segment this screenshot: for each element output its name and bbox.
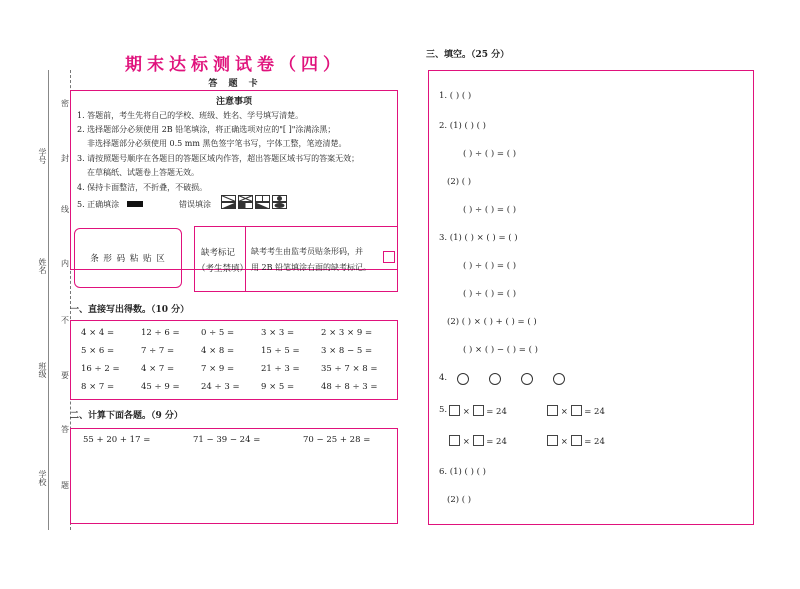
eq-text: = 24 [584, 407, 605, 417]
circle-blank-4[interactable] [553, 373, 565, 385]
answer-box[interactable] [473, 405, 484, 416]
wrong-fill-label: 错误填涂 [179, 200, 211, 209]
absent-divider [245, 227, 246, 291]
absent-mark-checkbox[interactable] [383, 251, 395, 263]
circle-blank-3[interactable] [521, 373, 533, 385]
side-label-mi: 密 [61, 99, 69, 108]
student-id-label: 学号 [38, 148, 47, 164]
calc-3-3: 7 × 9 = [201, 364, 235, 374]
calc-4-2: 45 ÷ 9 = [141, 382, 180, 392]
side-label-xian: 线 [61, 205, 69, 214]
absent-label-2: （考生禁填） [197, 264, 249, 274]
answer-box[interactable] [449, 435, 460, 446]
fill-3-1: 3. (1) ( ) × ( ) = ( ) [439, 233, 518, 243]
calc-1-3: 0 ÷ 5 = [201, 328, 235, 338]
absent-text-1: 缺考考生由监考员贴条形码，并 [251, 247, 363, 256]
margin-line [48, 70, 49, 530]
answer-box[interactable] [547, 405, 558, 416]
calc-4-3: 24 ÷ 3 = [201, 382, 240, 392]
side-label-feng: 封 [61, 154, 69, 163]
fill-5-eq-1: × = 24 [449, 405, 507, 417]
answer-card-label: 答 题 卡 [208, 79, 262, 89]
fill-2-1-eq: ( ) ÷ ( ) = ( ) [463, 149, 517, 159]
eq-text: = 24 [584, 437, 605, 447]
correct-fill-sample [127, 201, 143, 207]
fill-1: 1. ( ) ( ) [439, 91, 472, 101]
calc-2-1: 5 × 6 = [81, 346, 115, 356]
fill-4-label: 4. [439, 373, 448, 383]
correct-fill-label: 5. 正确填涂 [77, 200, 120, 209]
side-label-da: 答 [61, 425, 69, 434]
calc-1-4: 3 × 3 = [261, 328, 295, 338]
calc2-item-1: 55 + 20 + 17 = [83, 435, 151, 445]
absent-text-2: 用 2B 铅笔填涂右面的缺考标记。 [251, 263, 372, 272]
calc2-item-3: 70 − 25 + 28 = [303, 435, 371, 445]
answer-box[interactable] [571, 405, 582, 416]
absent-box [194, 226, 398, 292]
notice-heading: 注意事项 [215, 97, 252, 107]
answer-box[interactable] [473, 435, 484, 446]
calc-3-4: 21 ÷ 3 = [261, 364, 300, 374]
calc-1-2: 12 ÷ 6 = [141, 328, 180, 338]
fill-5-eq-2: × = 24 [547, 405, 605, 417]
notice-item-3b: 在草稿纸、试题卷上答题无效。 [87, 168, 199, 177]
fill-5-eq-3: × = 24 [449, 435, 507, 447]
calc-4-1: 8 × 7 = [81, 382, 115, 392]
answer-box[interactable] [547, 435, 558, 446]
fill-6-1: 6. (1) ( ) ( ) [439, 467, 486, 477]
calc-2-4: 15 ÷ 5 = [261, 346, 300, 356]
calc-2-2: 7 ÷ 7 = [141, 346, 175, 356]
calc-1-1: 4 × 4 = [81, 328, 115, 338]
fill-6-2: (2) ( ) [447, 495, 472, 505]
section1-heading: 一、直接写出得数。（10 分） [70, 305, 190, 315]
calc-3-2: 4 × 7 = [141, 364, 175, 374]
left-page [70, 48, 400, 528]
barcode-area [74, 228, 182, 288]
section1-box [70, 320, 398, 400]
page-title: 期末达标测试卷（四） [125, 55, 345, 75]
school-label: 学校 [38, 470, 47, 486]
class-label: 班级 [38, 362, 47, 378]
calc-2-3: 4 × 8 = [201, 346, 235, 356]
calc-4-4: 9 × 5 = [261, 382, 295, 392]
fill-3-2: (2) ( ) × ( ) + ( ) = ( ) [447, 317, 537, 327]
answer-box[interactable] [571, 435, 582, 446]
calc-3-1: 16 ÷ 2 = [81, 364, 120, 374]
fill-3-1-eq-b: ( ) ÷ ( ) = ( ) [463, 289, 517, 299]
notice-item-2b: 非选择题部分必须使用 0.5 mm 黑色签字笔书写，字体工整，笔迹清楚。 [87, 139, 347, 148]
circle-blank-1[interactable] [457, 373, 469, 385]
name-label: 姓名 [38, 258, 47, 274]
eq-text: = 24 [486, 407, 507, 417]
answer-box[interactable] [449, 405, 460, 416]
calc-2-5: 3 × 8 − 5 = [321, 346, 373, 356]
fill-2-2-eq: ( ) ÷ ( ) = ( ) [463, 205, 517, 215]
side-label-bu: 不 [61, 316, 69, 325]
section2-box [70, 428, 398, 524]
fill-3-1-eq-a: ( ) ÷ ( ) = ( ) [463, 261, 517, 271]
barcode-label: 条 形 码 粘 贴 区 [90, 254, 166, 264]
section2-heading: 二、计算下面各题。（9 分） [70, 411, 183, 421]
calc-1-5: 2 × 3 × 9 = [321, 328, 373, 338]
absent-label-1: 缺考标记 [201, 248, 236, 258]
notice-item-4: 4. 保持卡面整洁，不折叠，不破损。 [77, 183, 208, 192]
circle-blank-2[interactable] [489, 373, 501, 385]
calc2-item-2: 71 − 39 − 24 = [193, 435, 261, 445]
calc-3-5: 35 ÷ 7 × 8 = [321, 364, 378, 374]
side-label-ti: 题 [61, 481, 69, 490]
notice-item-3: 3. 请按照题号顺序在各题目的答题区域内作答，超出答题区域书写的答案无效； [77, 154, 360, 163]
wrong-fill-samples [221, 195, 289, 209]
fill-5-eq-4: × = 24 [547, 435, 605, 447]
fill-2-1: 2. (1) ( ) ( ) [439, 121, 486, 131]
fill-3-2-eq: ( ) × ( ) − ( ) = ( ) [463, 345, 538, 355]
calc-4-5: 48 ÷ 8 ÷ 3 = [321, 382, 378, 392]
section3-box [428, 70, 754, 525]
side-label-yao: 要 [61, 371, 69, 380]
notice-item-1: 1. 答题前，考生先将自己的学校、班级、姓名、学号填写清楚。 [77, 111, 304, 120]
fill-5-label: 5. [439, 405, 448, 415]
fill-2-2: (2) ( ) [447, 177, 472, 187]
side-label-nei: 内 [61, 259, 69, 268]
eq-text: = 24 [486, 437, 507, 447]
notice-item-2: 2. 选择题部分必须使用 2B 铅笔填涂，将正确选项对应的"[ ]"涂满涂黑； [77, 125, 336, 134]
section3-heading: 三、填空。（25 分） [426, 50, 510, 60]
